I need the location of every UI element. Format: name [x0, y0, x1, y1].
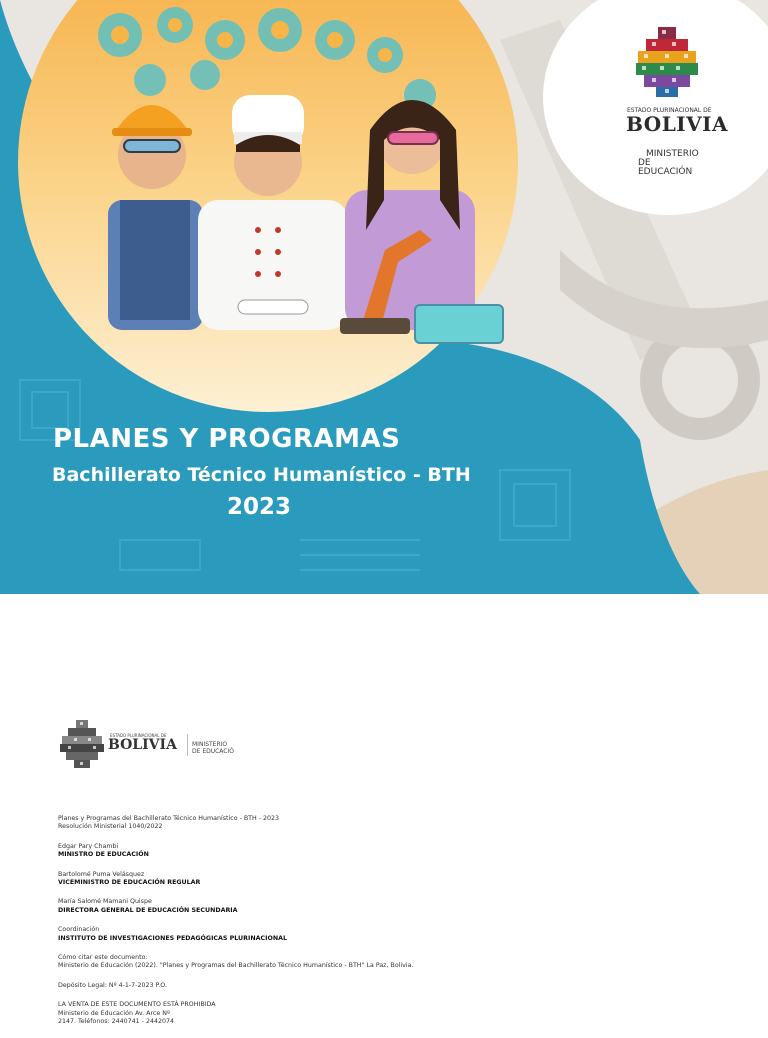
- imprint-block-viceminister: [58, 871, 718, 888]
- imprint-block-minister: [58, 843, 718, 860]
- ministry-phones: 2147. Teléfonos: 2440741 - 2442074: [58, 1018, 174, 1026]
- imprint-credits: [58, 815, 718, 1038]
- imprint-block-deposit: [58, 982, 718, 990]
- imprint-bolivia-wordmark: BOLIVIA: [108, 737, 177, 753]
- cover-title: PLANES Y PROGRAMAS: [53, 424, 401, 454]
- director-role: DIRECTORA GENERAL DE EDUCACIÓN SECUNDARIA: [58, 906, 238, 914]
- citation-text: Ministerio de Educación (2022). "Planes y Programas del Bachillerato Técnico Humanístico - BTH" La Paz, Bolivia.: [58, 962, 414, 970]
- imprint-ministerio-label: [192, 741, 234, 755]
- resolution: Resolución Ministerial 1040/2022: [58, 823, 163, 831]
- imprint-block-coordination: [58, 926, 718, 943]
- imprint-ministerio-line-2: DE EDUCACIÓ: [192, 748, 234, 755]
- ministry-address: Ministerio de Educación Av. Arce Nº: [58, 1009, 170, 1017]
- sale-notice: LA VENTA DE ESTE DOCUMENTO ESTÁ PROHIBIDA: [58, 1001, 216, 1009]
- imprint-block-citation: [58, 954, 718, 971]
- minister-name: Edgar Pary Chambi: [58, 842, 119, 850]
- coordination-org: INSTITUTO DE INVESTIGACIONES PEDAGÓGICAS PLURINACIONAL: [58, 934, 287, 942]
- imprint-estado-label: ESTADO PLURINACIONAL DE: [110, 733, 167, 738]
- imprint-logo-divider: [187, 734, 188, 756]
- legal-deposit: Depósito Legal: Nº 4-1-7-2023 P.O.: [58, 981, 167, 989]
- citation-label: Cómo citar este documento:: [58, 954, 148, 962]
- viceminister-name: Bartolomé Puma Velásquez: [58, 870, 145, 878]
- document-title: Planes y Programas del Bachillerato Técnico Humanístico - BTH - 2023: [58, 815, 280, 822]
- bolivia-emblem-icon: [636, 27, 698, 103]
- cover-year: 2023: [227, 494, 292, 520]
- viceminister-role: VICEMINISTRO DE EDUCACIÓN REGULAR: [58, 879, 201, 887]
- minister-role: MINISTRO DE EDUCACIÓN: [58, 851, 149, 859]
- coordination-label: Coordinación: [58, 926, 100, 934]
- cover-subtitle: Bachillerato Técnico Humanístico - BTH: [52, 464, 471, 486]
- bolivia-wordmark: BOLIVIA: [626, 112, 729, 136]
- imprint-block-document: [58, 815, 718, 832]
- ministerio-line-3: EDUCACIÓN: [638, 167, 693, 177]
- ministerio-label: [638, 150, 718, 177]
- imprint-block-director: [58, 898, 718, 915]
- estado-plurinacional-label: ESTADO PLURINACIONAL DE: [627, 107, 712, 114]
- imprint-ministerio-line-1: MINISTERIO: [192, 741, 228, 748]
- director-name: María Salomé Mamani Quispe: [58, 898, 152, 906]
- imprint-logo: [60, 720, 240, 768]
- ministerio-line-2: DE: [638, 158, 651, 168]
- ministerio-line-1: MINISTERIO: [646, 149, 699, 159]
- bolivia-emblem-grayscale-icon: [60, 720, 104, 768]
- imprint-block-sale: [58, 1001, 718, 1026]
